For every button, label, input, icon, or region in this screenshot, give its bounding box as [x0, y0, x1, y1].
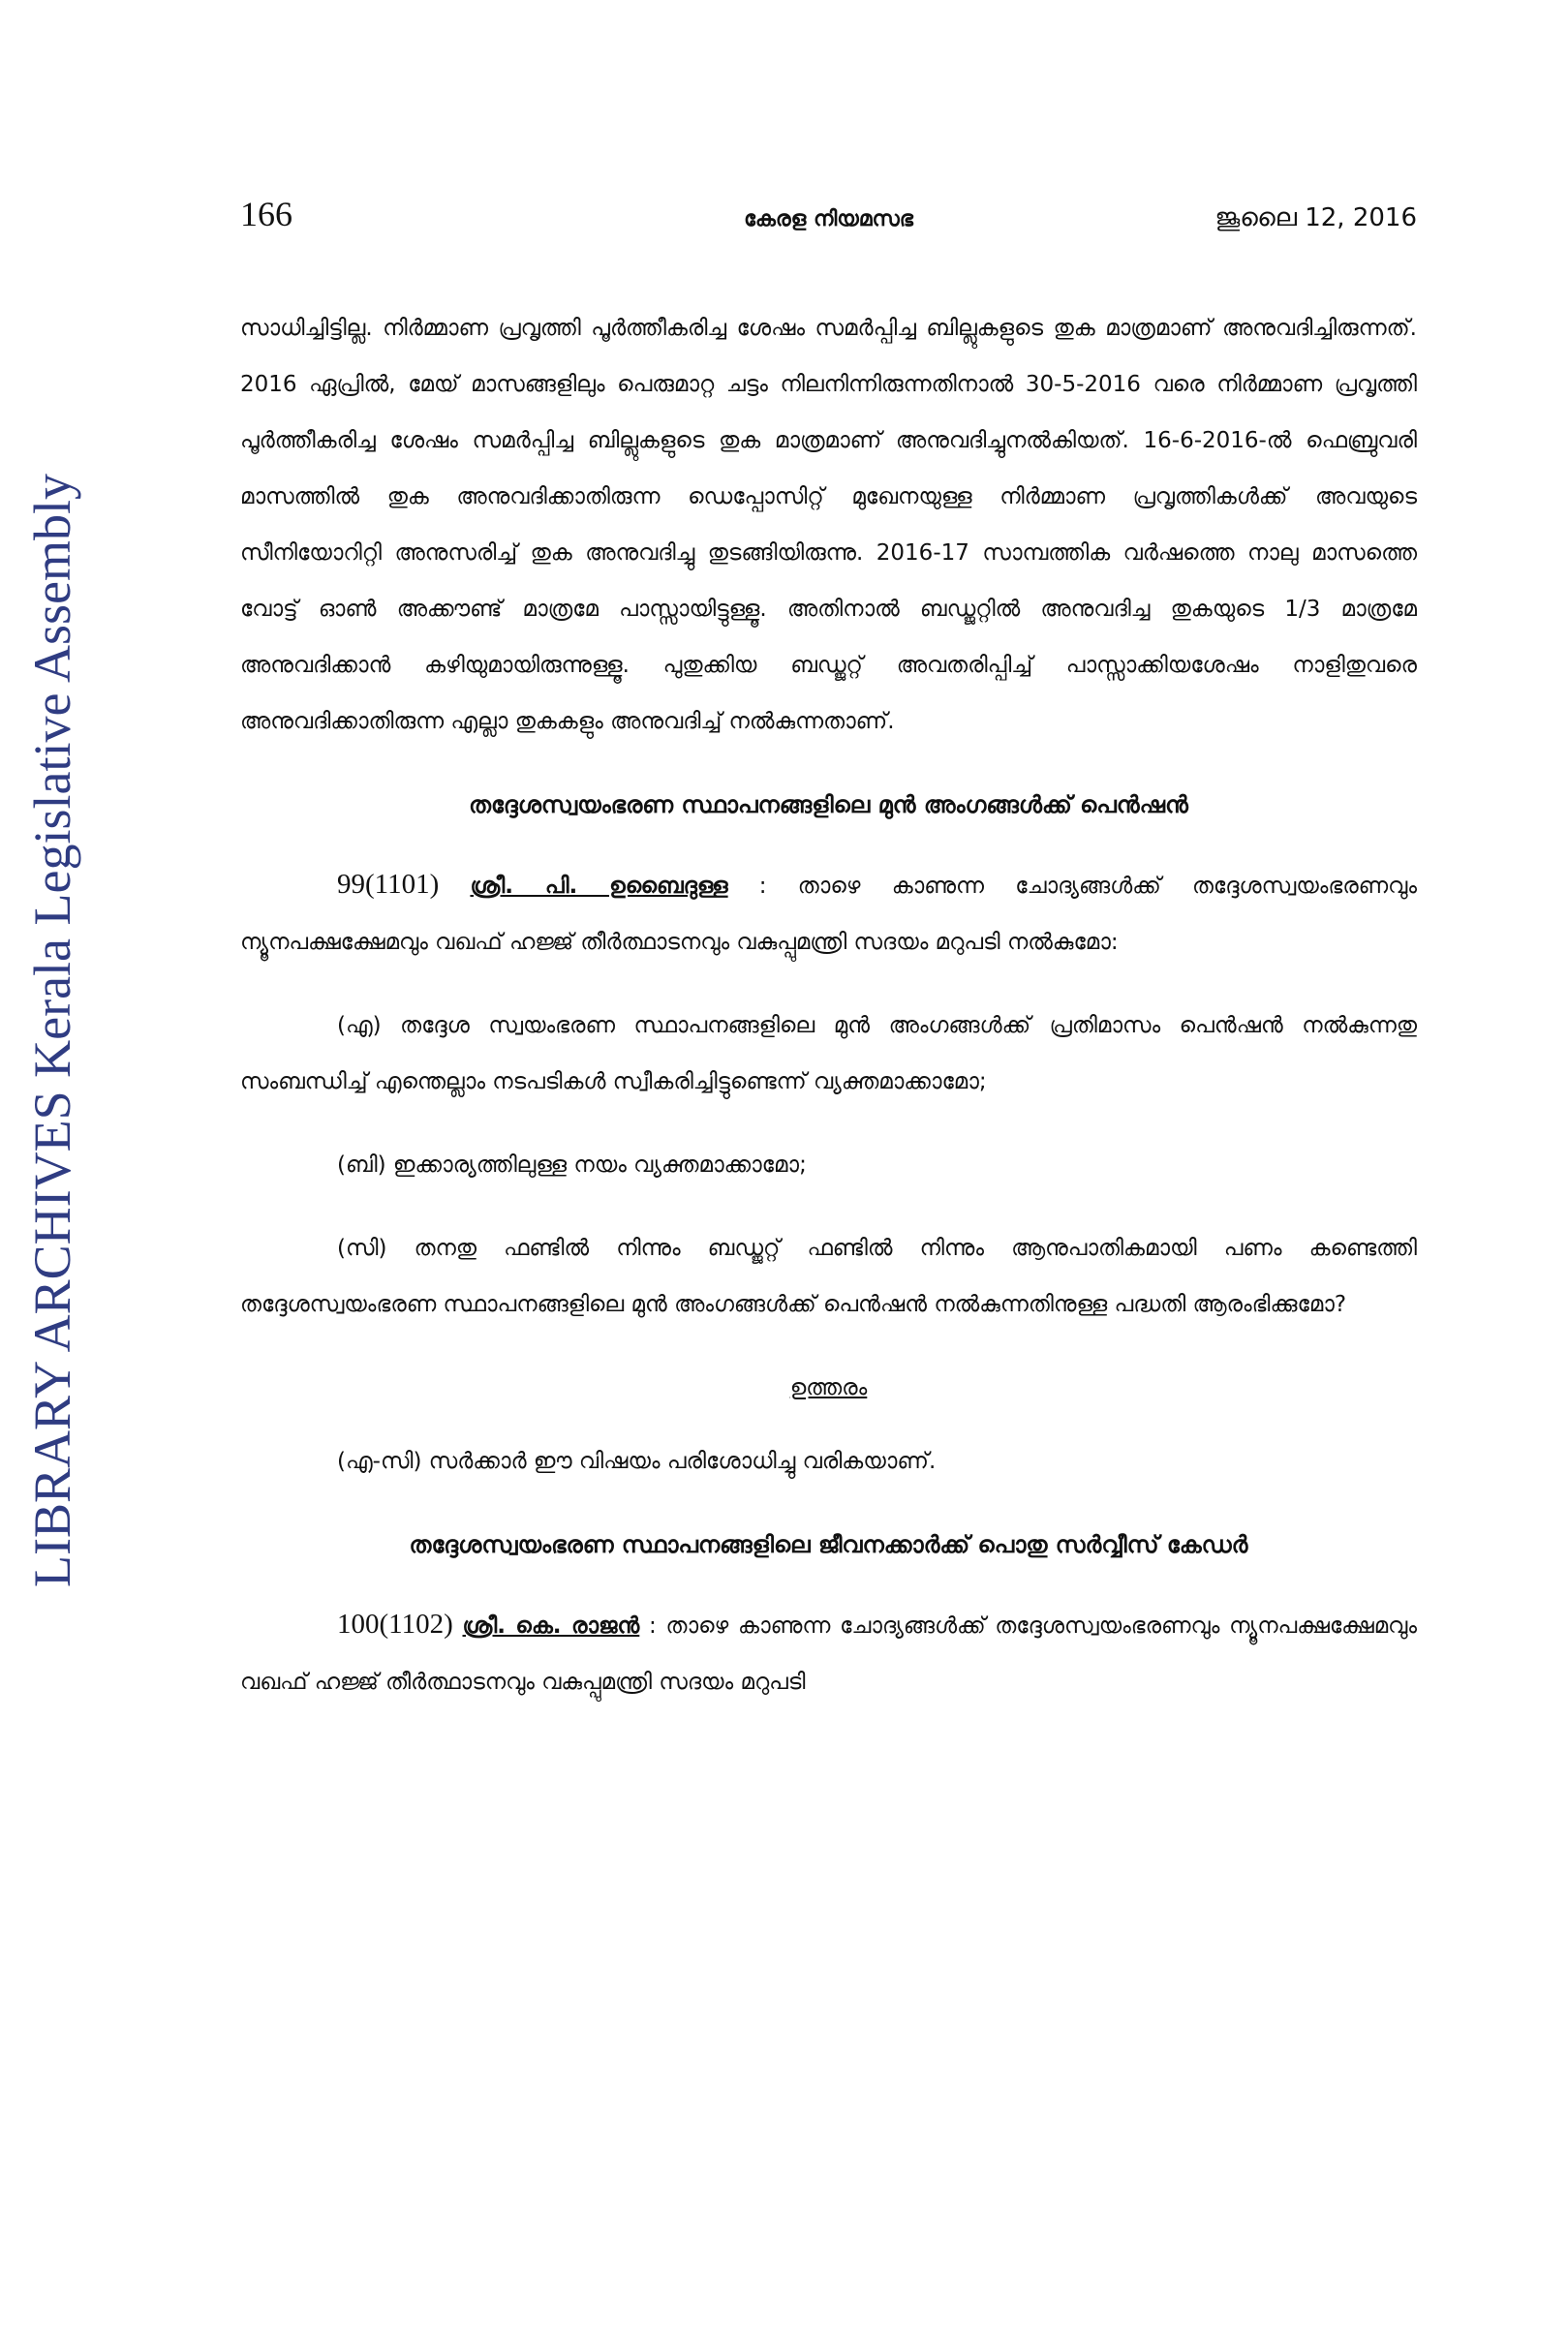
document-title: കേരള നിയമസഭ [744, 207, 913, 231]
question-part-c: (സി) തനതു ഫണ്ടിൽ നിന്നും ബഡ്ജറ്റ് ഫണ്ടിൽ നിന്നും ആനുപാതികമായി പണം കണ്ടെത്തി തദ്ദേശസ്വയംഭരണ സ്ഥാപനങ്ങളിലെ മുൻ അംഗങ്ങൾക്ക് പെൻഷൻ നൽകുന്നതിനുള്ള പദ്ധതി ആരംഭിക്കുമോ? [240, 1236, 1417, 1317]
document-date: ജൂലൈ 12, 2016 [1214, 203, 1417, 232]
answer-text: (എ-സി) സർക്കാർ ഈ വിഷയം പരിശോധിച്ചു വരികയാണ്. [337, 1449, 937, 1474]
question-99 [240, 856, 1417, 970]
question-number: 99(1101) [337, 869, 440, 900]
member-name: ശ്രീ. കെ. രാജൻ [462, 1613, 640, 1639]
opening-paragraph: സാധിച്ചിട്ടില്ല. നിർമ്മാണ പ്രവൃത്തി പൂർത്തീകരിച്ച ശേഷം സമർപ്പിച്ച ബില്ലുകളുടെ തുക മാത്രമാണ് അനുവദിച്ചിരുന്നത്. 2016 ഏപ്രിൽ, മേയ് മാസങ്ങളിലും പെരുമാറ്റ ചട്ടം നിലനിന്നിരുന്നതിനാൽ 30-5-2016 വരെ നിർമ്മാണ പ്രവൃത്തി പൂർത്തീകരിച്ച ശേഷം സമർപ്പിച്ച ബില്ലുകളുടെ തുക മാത്രമാണ് അനുവദിച്ചുനൽകിയത്. 16-6-2016-ൽ ഫെബ്രുവരി മാസത്തിൽ തുക അനുവദിക്കാതിരുന്ന ഡെപ്പോസിറ്റ് മുഖേനയുള്ള നിർമ്മാണ പ്രവൃത്തികൾക്ക് അവയുടെ സീനിയോറിറ്റി അനുസരിച്ച് തുക അനുവദിച്ചു തുടങ്ങിയിരുന്നു. 2016-17 സാമ്പത്തിക വർഷത്തെ നാലു മാസത്തെ വോട്ട് ഓൺ അക്കൗണ്ട് മാത്രമേ പാസ്സായിട്ടുള്ളൂ. അതിനാൽ ബഡ്ജറ്റിൽ അനുവദിച്ച തുകയുടെ 1/3 മാത്രമേ അനുവദിക്കാൻ കഴിയുമായിരുന്നുള്ളൂ. പുതുക്കിയ ബഡ്ജറ്റ് അവതരിപ്പിച്ച് പാസ്സാക്കിയശേഷം നാളിതുവരെ അനുവദിക്കാതിരുന്ന എല്ലാ തുകകളും അനുവദിച്ച് നൽകുന്നതാണ്. [240, 316, 1417, 734]
question-number: 100(1102) [337, 1609, 453, 1640]
document-body [240, 300, 1417, 1737]
question-part-b: (ബി) ഇക്കാര്യത്തിലുള്ള നയം വ്യക്തമാക്കാമോ; [337, 1152, 807, 1178]
page-number: 166 [240, 195, 292, 233]
section-heading-service-cadre: തദ്ദേശസ്വയംഭരണ സ്ഥാപനങ്ങളിലെ ജീവനക്കാർക്ക് പൊതു സർവ്വീസ് കേഡർ [409, 1531, 1248, 1558]
page-header [240, 194, 1417, 252]
question-intro: : താഴെ കാണുന്ന ചോദ്യങ്ങൾക്ക് തദ്ദേശസ്വയംഭരണവും ന്യൂനപക്ഷക്ഷേമവും വഖഫ് ഹജ്ജ് തീർത്ഥാടനവും വകുപ്പുമന്ത്രി സദയം മറുപടി [240, 1613, 1417, 1695]
question-intro: : താഴെ കാണുന്ന ചോദ്യങ്ങൾക്ക് തദ്ദേശസ്വയംഭരണവും ന്യൂനപക്ഷക്ഷേമവും വഖഫ് ഹജ്ജ് തീർത്ഥാടനവും വകുപ്പുമന്ത്രി സദയം മറുപടി നൽകുമോ: [240, 874, 1417, 955]
member-name: ശ്രീ. പി. ഉബൈദുള്ള [470, 874, 728, 899]
library-archives-watermark: LIBRARY ARCHIVES Kerala Legislative Assembly [23, 474, 81, 1587]
question-100 [240, 1596, 1417, 1710]
section-heading-pension: തദ്ദേശസ്വയംഭരണ സ്ഥാപനങ്ങളിലെ മുൻ അംഗങ്ങൾക്ക് പെൻഷൻ [469, 791, 1188, 818]
question-part-a: (എ) തദ്ദേശ സ്വയംഭരണ സ്ഥാപനങ്ങളിലെ മുൻ അംഗങ്ങൾക്ക് പ്രതിമാസം പെൻഷൻ നൽകുന്നതു സംബന്ധിച്ച് എന്തെല്ലാം നടപടികൾ സ്വീകരിച്ചിട്ടുണ്ടെന്ന് വ്യക്തമാക്കാമോ; [240, 1013, 1417, 1094]
answer-heading: ഉത്തരം [789, 1375, 868, 1400]
